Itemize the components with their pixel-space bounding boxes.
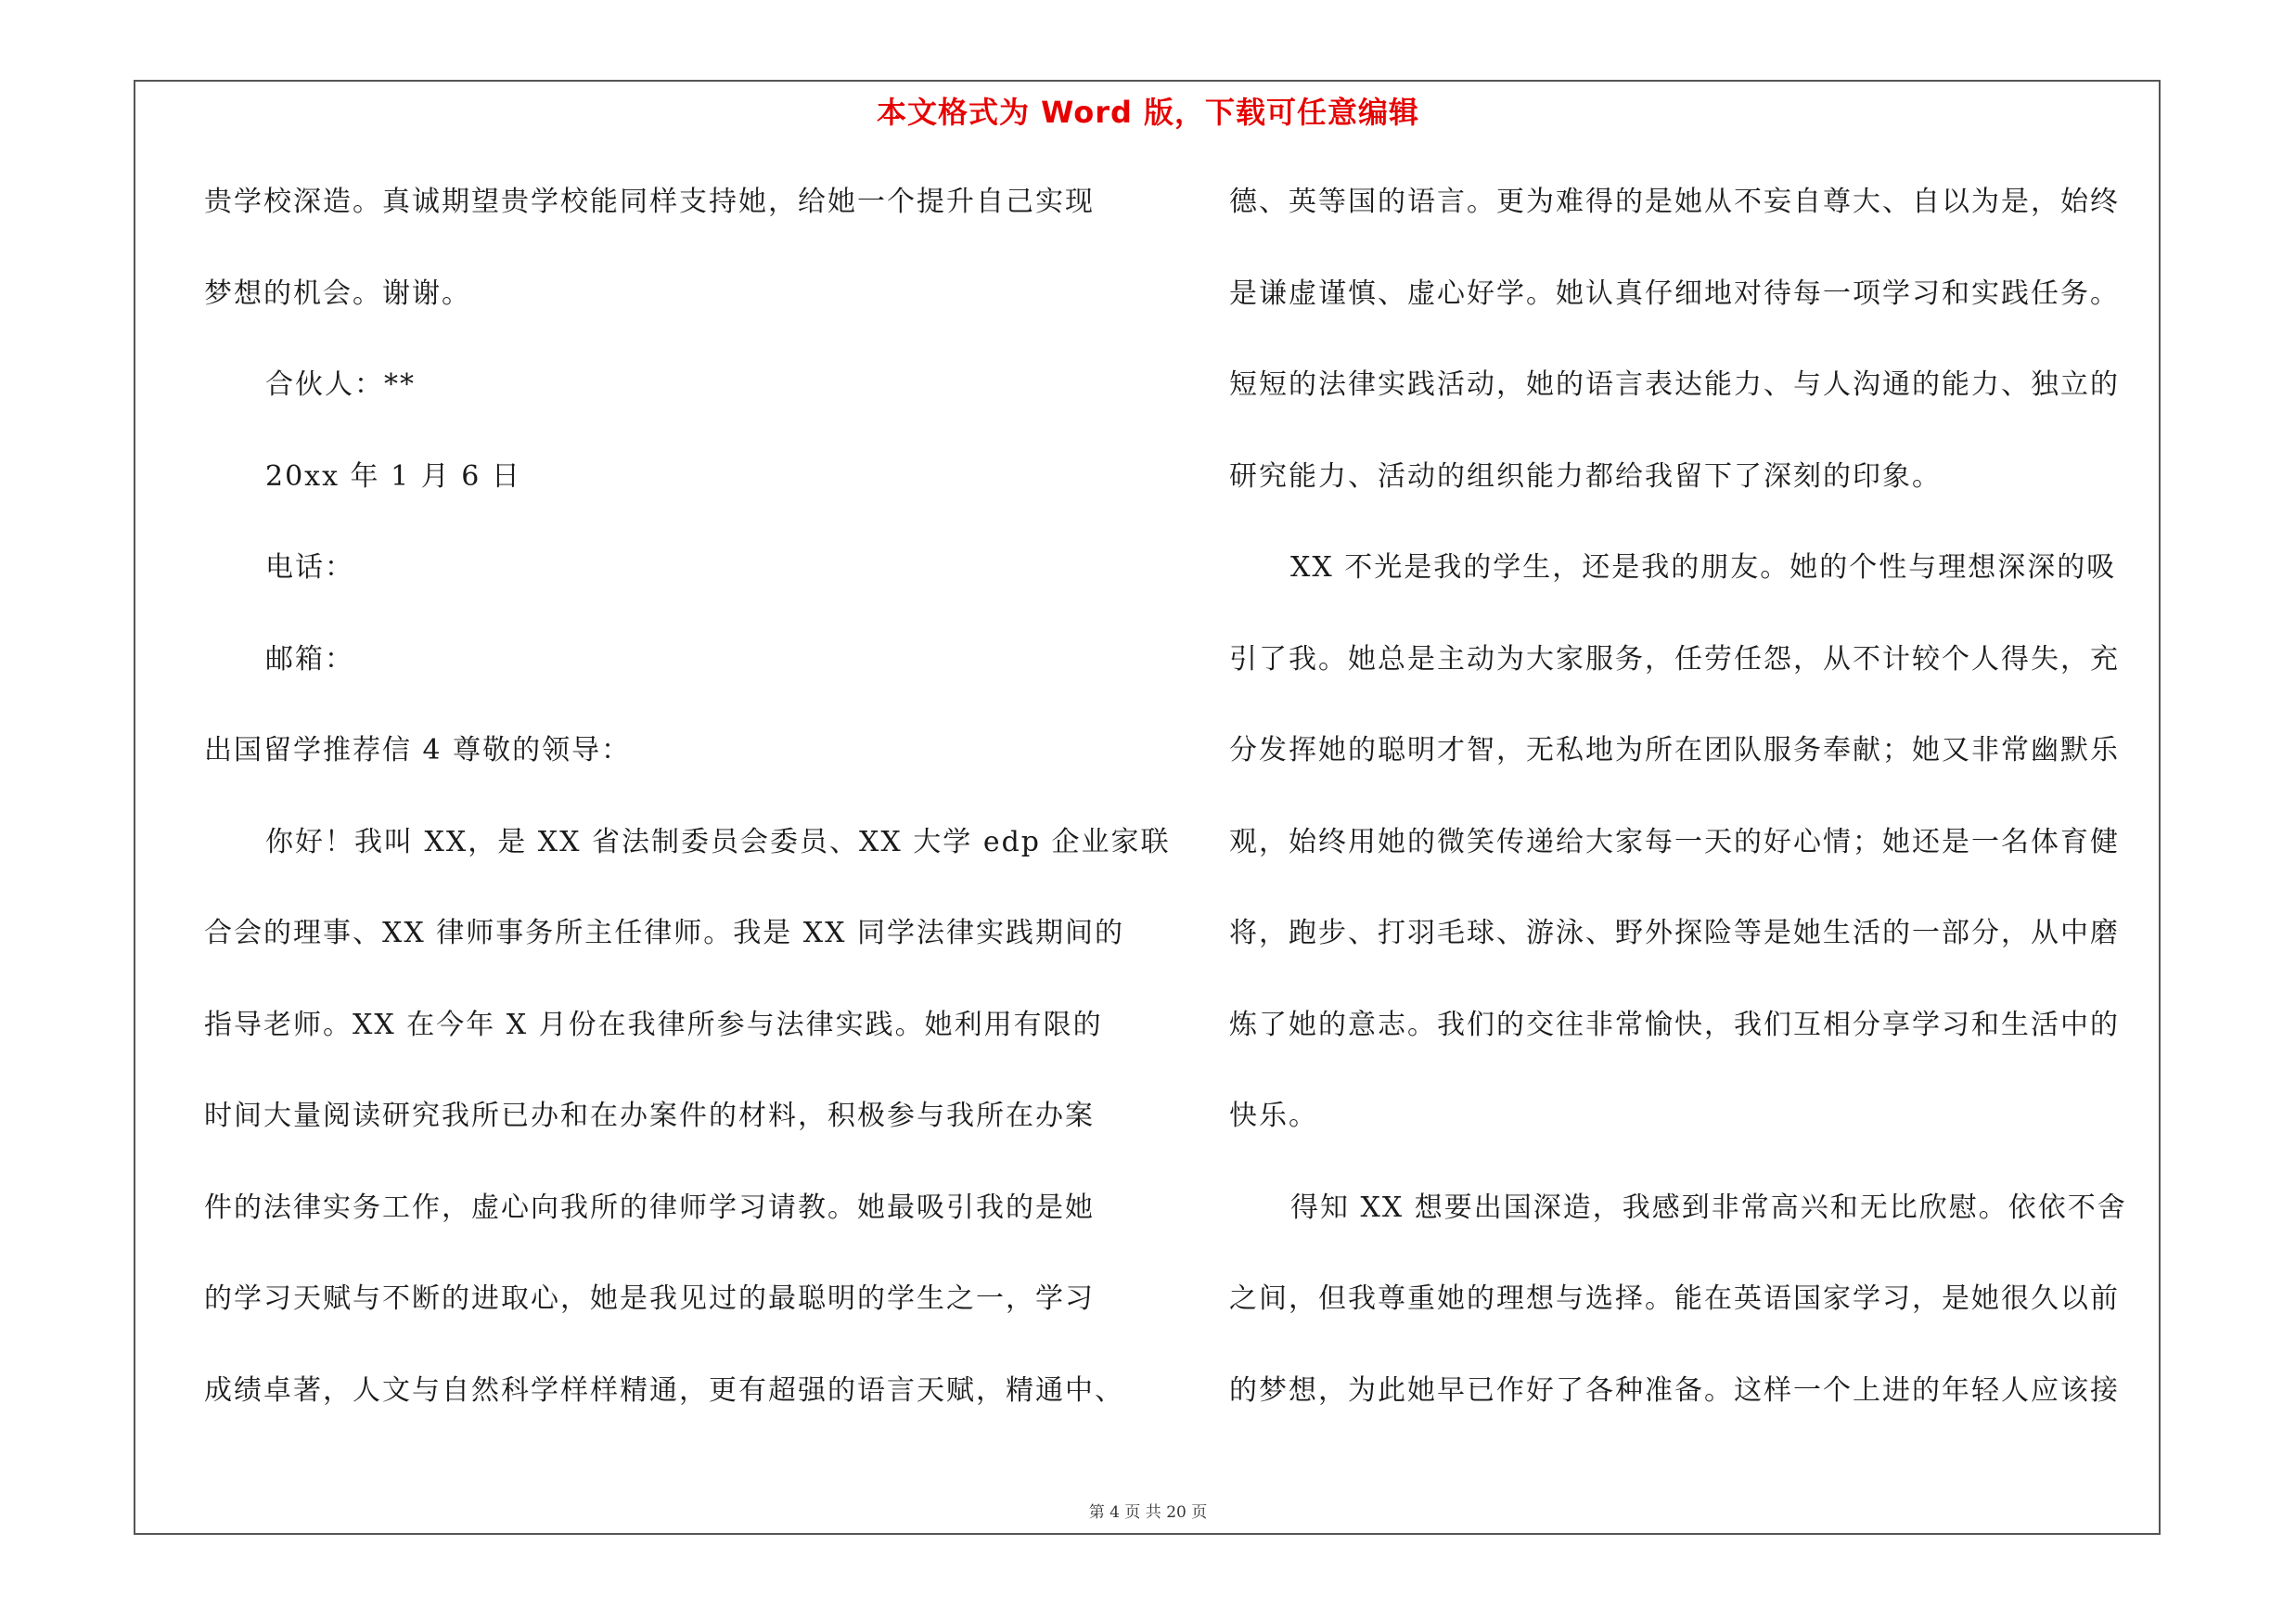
- text-line: 时间大量阅读研究我所已办和在办案件的材料，积极参与我所在办案: [204, 1100, 1095, 1132]
- text-line: 梦想的机会。谢谢。: [204, 277, 471, 310]
- text-line: 出国留学推荐信 4 尊敬的领导：: [204, 734, 632, 766]
- text-line: 引了我。她总是主动为大家服务，任劳任怨，从不计较个人得失，充: [1229, 642, 2120, 676]
- text-line: 快乐。: [1229, 1100, 1318, 1132]
- text-line: 分发挥她的聪明才智，无私地为所在团队服务奉献；她又非常幽默乐: [1229, 734, 2120, 766]
- text-line: 20xx 年 1 月 6 日: [265, 459, 521, 493]
- header-banner: 本文格式为 Word 版，下载可任意编辑: [876, 95, 1420, 130]
- text-line: 件的法律实务工作，虚心向我所的律师学习请教。她最吸引我的是她: [204, 1191, 1095, 1224]
- text-line: 贵学校深造。真诚期望贵学校能同样支持她，给她一个提升自己实现: [204, 186, 1095, 218]
- text-line: 邮箱：: [265, 642, 354, 676]
- text-line: 合会的理事、XX 律师事务所主任律师。我是 XX 同学法律实践期间的: [204, 917, 1125, 949]
- text-line: 的学习天赋与不断的进取心，她是我见过的最聪明的学生之一，学习: [204, 1282, 1095, 1315]
- text-line: 将，跑步、打羽毛球、游泳、野外探险等是她生活的一部分，从中磨: [1229, 917, 2120, 949]
- text-line: 是谦虚谨慎、虚心好学。她认真仔细地对待每一项学习和实践任务。: [1229, 277, 2120, 310]
- text-line: 的梦想，为此她早已作好了各种准备。这样一个上进的年轻人应该接: [1229, 1373, 2120, 1407]
- text-line: 研究能力、活动的组织能力都给我留下了深刻的印象。: [1229, 459, 1942, 493]
- text-line: 短短的法律实践活动，她的语言表达能力、与人沟通的能力、独立的: [1229, 368, 2120, 401]
- text-line: 电话：: [265, 551, 354, 584]
- text-line: XX 不光是我的学生，还是我的朋友。她的个性与理想深深的吸: [1290, 551, 2117, 584]
- text-line: 之间，但我尊重她的理想与选择。能在英语国家学习，是她很久以前: [1229, 1282, 2120, 1315]
- text-line: 你好！我叫 XX，是 XX 省法制委员会委员、XX 大学 edp 企业家联: [265, 825, 1171, 858]
- text-line: 炼了她的意志。我们的交往非常愉快，我们互相分享学习和生活中的: [1229, 1008, 2120, 1041]
- text-line: 成绩卓著，人文与自然科学样样精通，更有超强的语言天赋，精通中、: [204, 1373, 1124, 1407]
- text-line: 观，始终用她的微笑传递给大家每一天的好心情；她还是一名体育健: [1229, 825, 2120, 858]
- text-line: 指导老师。XX 在今年 X 月份在我律所参与法律实践。她利用有限的: [204, 1008, 1103, 1041]
- text-line: 得知 XX 想要出国深造，我感到非常高兴和无比欣慰。依依不舍: [1290, 1191, 2127, 1224]
- text-line: 德、英等国的语言。更为难得的是她从不妄自尊大、自以为是，始终: [1229, 186, 2120, 218]
- page-number-footer: 第 4 页 共 20 页: [1088, 1503, 1208, 1522]
- text-line: 合伙人：**: [265, 368, 416, 401]
